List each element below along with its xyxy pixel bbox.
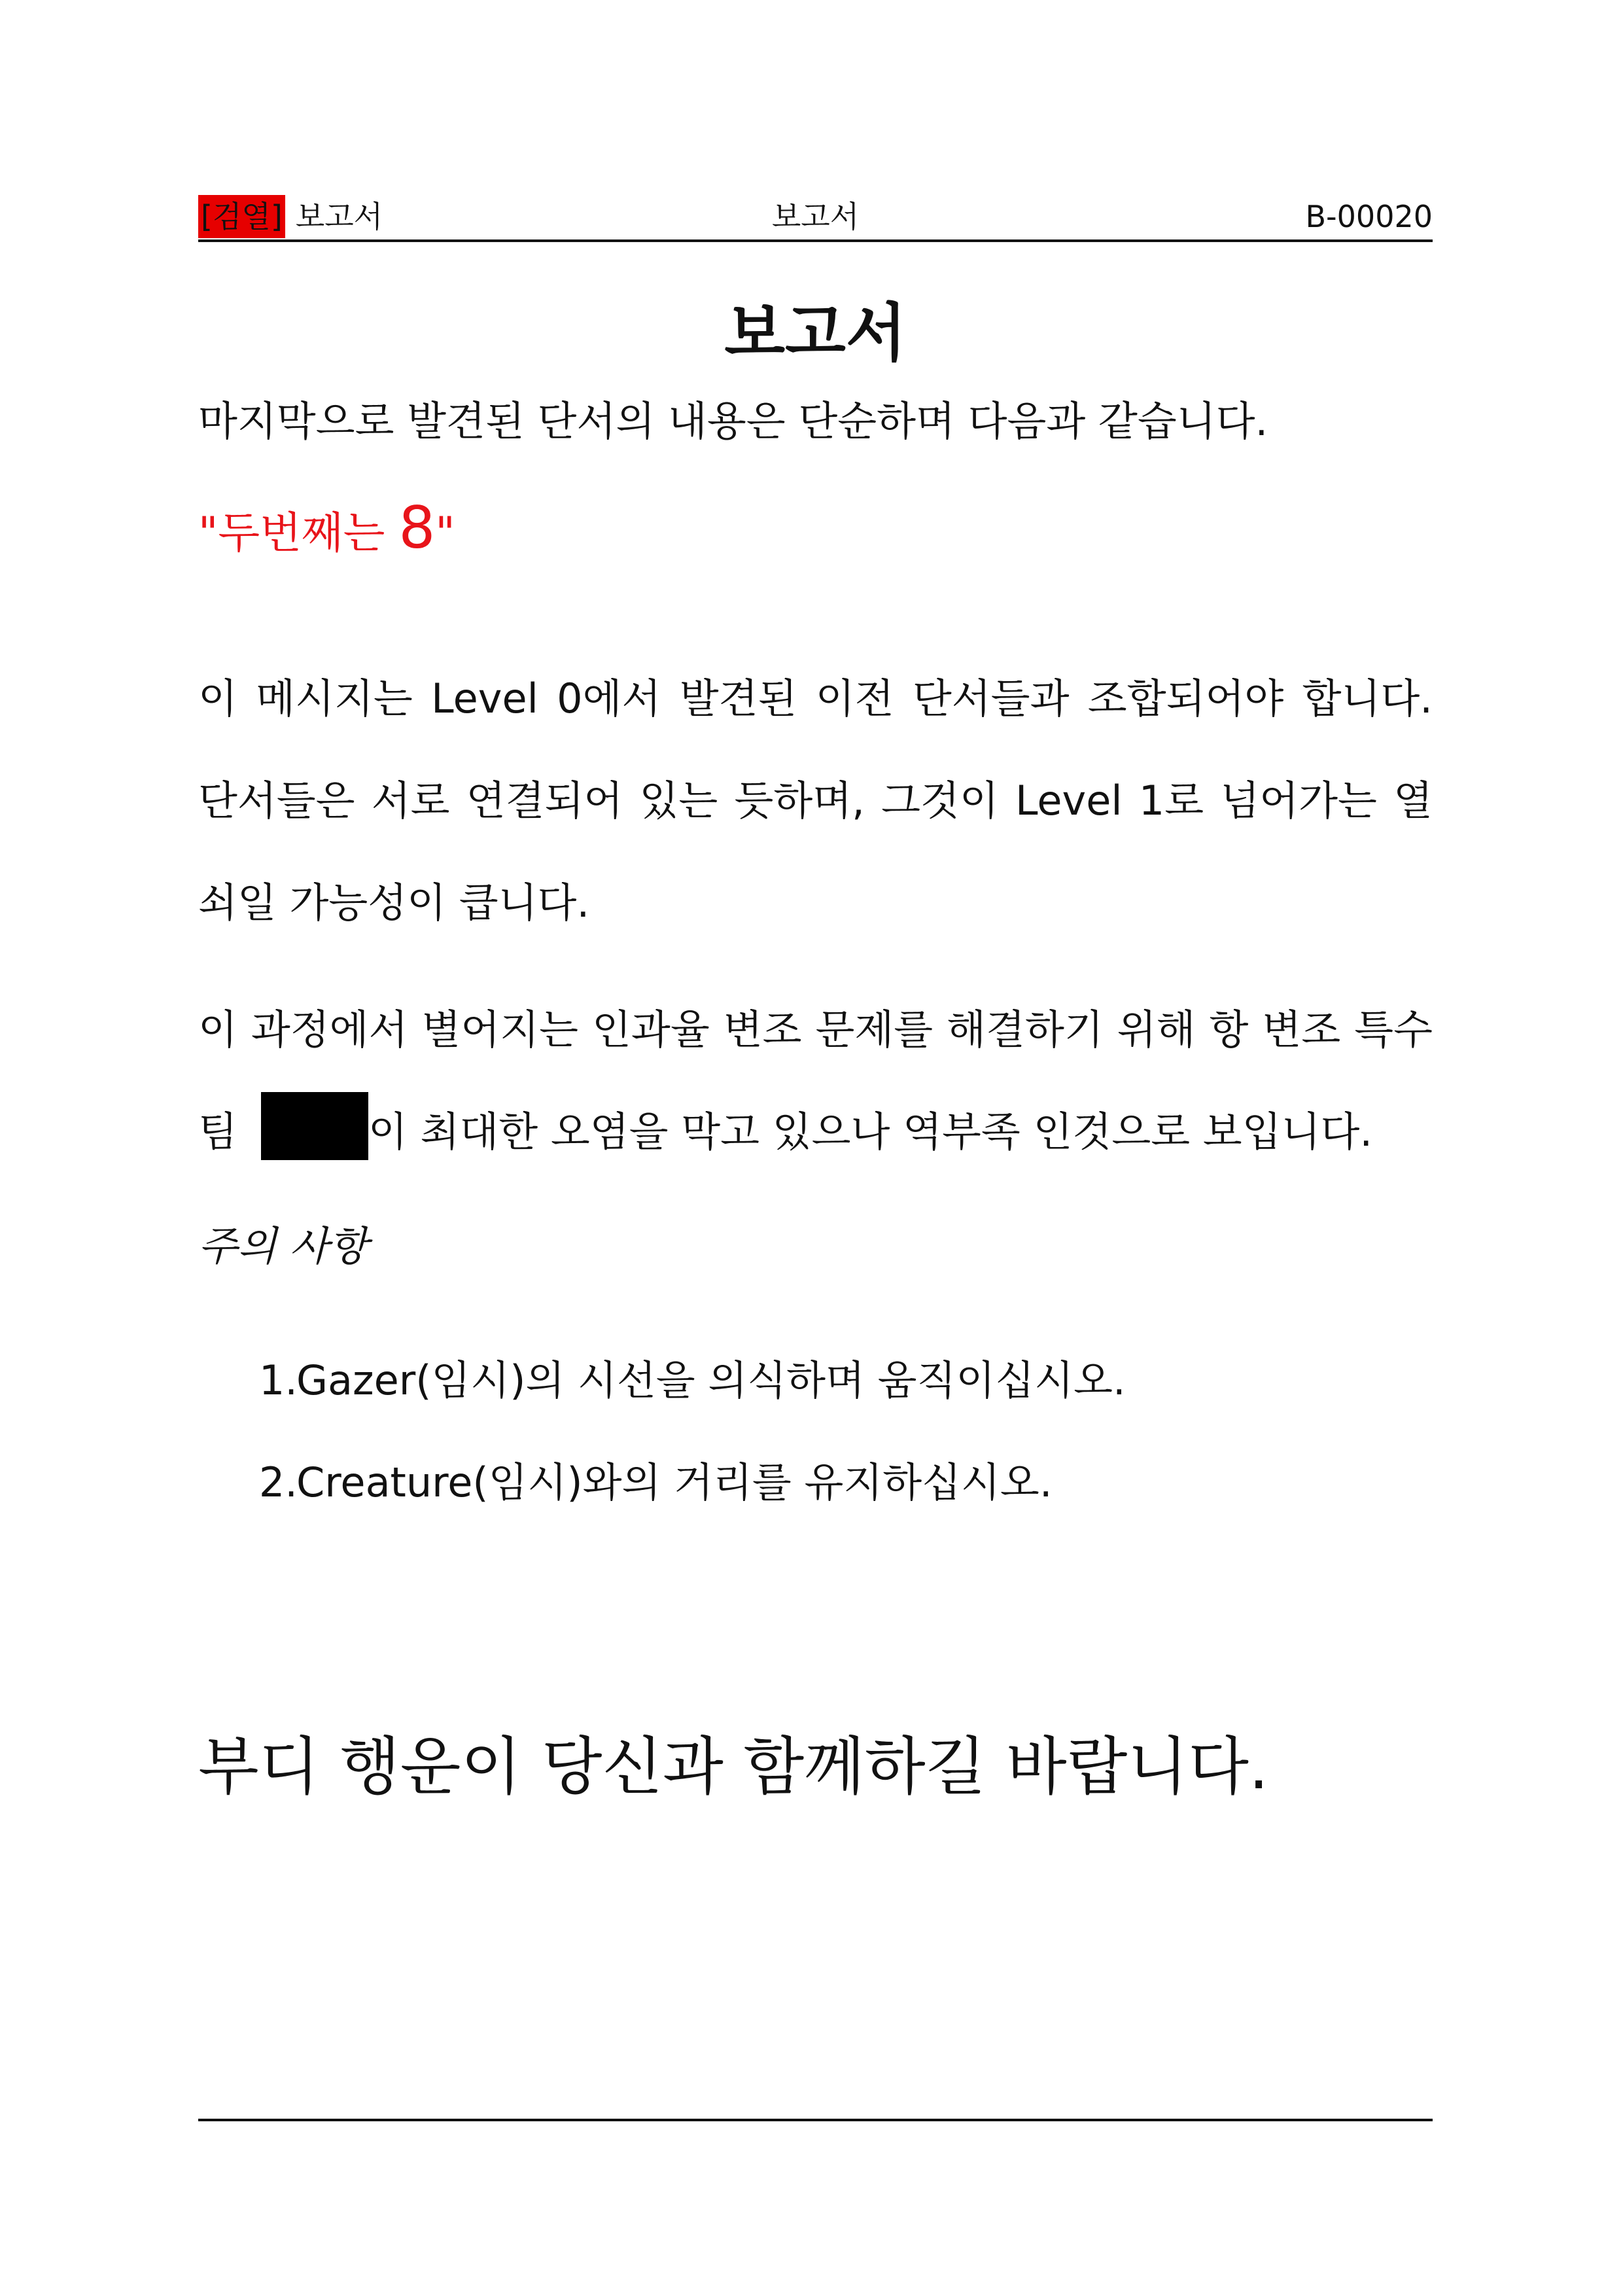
- clue-close-quote: ": [435, 508, 455, 558]
- redaction-bar: [261, 1092, 368, 1160]
- clue-text: 두번째는: [218, 508, 399, 558]
- caution-item-number: 2.: [258, 1458, 298, 1506]
- process-paragraph: [198, 979, 1433, 1183]
- clue-open-quote: ": [198, 508, 218, 558]
- combine-paragraph: 이 메시지는 Level 0에서 발견된 이전 단서들과 조합되어야 합니다. 단서들은 서로 연결되어 있는 듯하며, 그것이 Level 1로 넘어가는 열쇠일 가능성이 큽니다.: [198, 675, 1433, 927]
- process-text-before: 이 과정에서 별어지는 인과율 변조 문제를 해결하기 위해 항 변조 특수팀: [198, 1006, 1433, 1156]
- clue-number: 8: [398, 494, 436, 561]
- caution-list: [198, 1348, 1433, 1552]
- caution-item-text: Creature(임시)와의 거리를 유지하십시오.: [296, 1458, 1053, 1506]
- process-text-after: 이 최대한 오염을 막고 있으나 역부족 인것으로 보입니다.: [368, 1108, 1373, 1156]
- censor-tag: [검열]: [198, 195, 285, 238]
- caution-item: [198, 1450, 1433, 1552]
- document-code: B-00020: [1305, 199, 1433, 234]
- farewell-message: 부디 행운이 당신과 함께하길 바랍니다.: [198, 1730, 1269, 1803]
- header-left-title: 보고서: [295, 199, 383, 234]
- page-title: 보고서: [724, 296, 907, 370]
- header-center-title: 보고서: [771, 199, 860, 234]
- caution-heading: 주의 사항: [198, 1222, 368, 1270]
- caution-item-text: Gazer(임시)의 시선을 의식하며 움직이십시오.: [296, 1356, 1126, 1404]
- clue-quote: [198, 492, 1433, 569]
- intro-text: 마지막으로 발견된 단서의 내용은 단순하며 다음과 같습니다.: [198, 397, 1268, 445]
- caution-item-number: 1.: [258, 1356, 298, 1404]
- page-header: [198, 194, 1433, 242]
- caution-item: [198, 1348, 1433, 1450]
- footer-divider: [198, 2119, 1433, 2121]
